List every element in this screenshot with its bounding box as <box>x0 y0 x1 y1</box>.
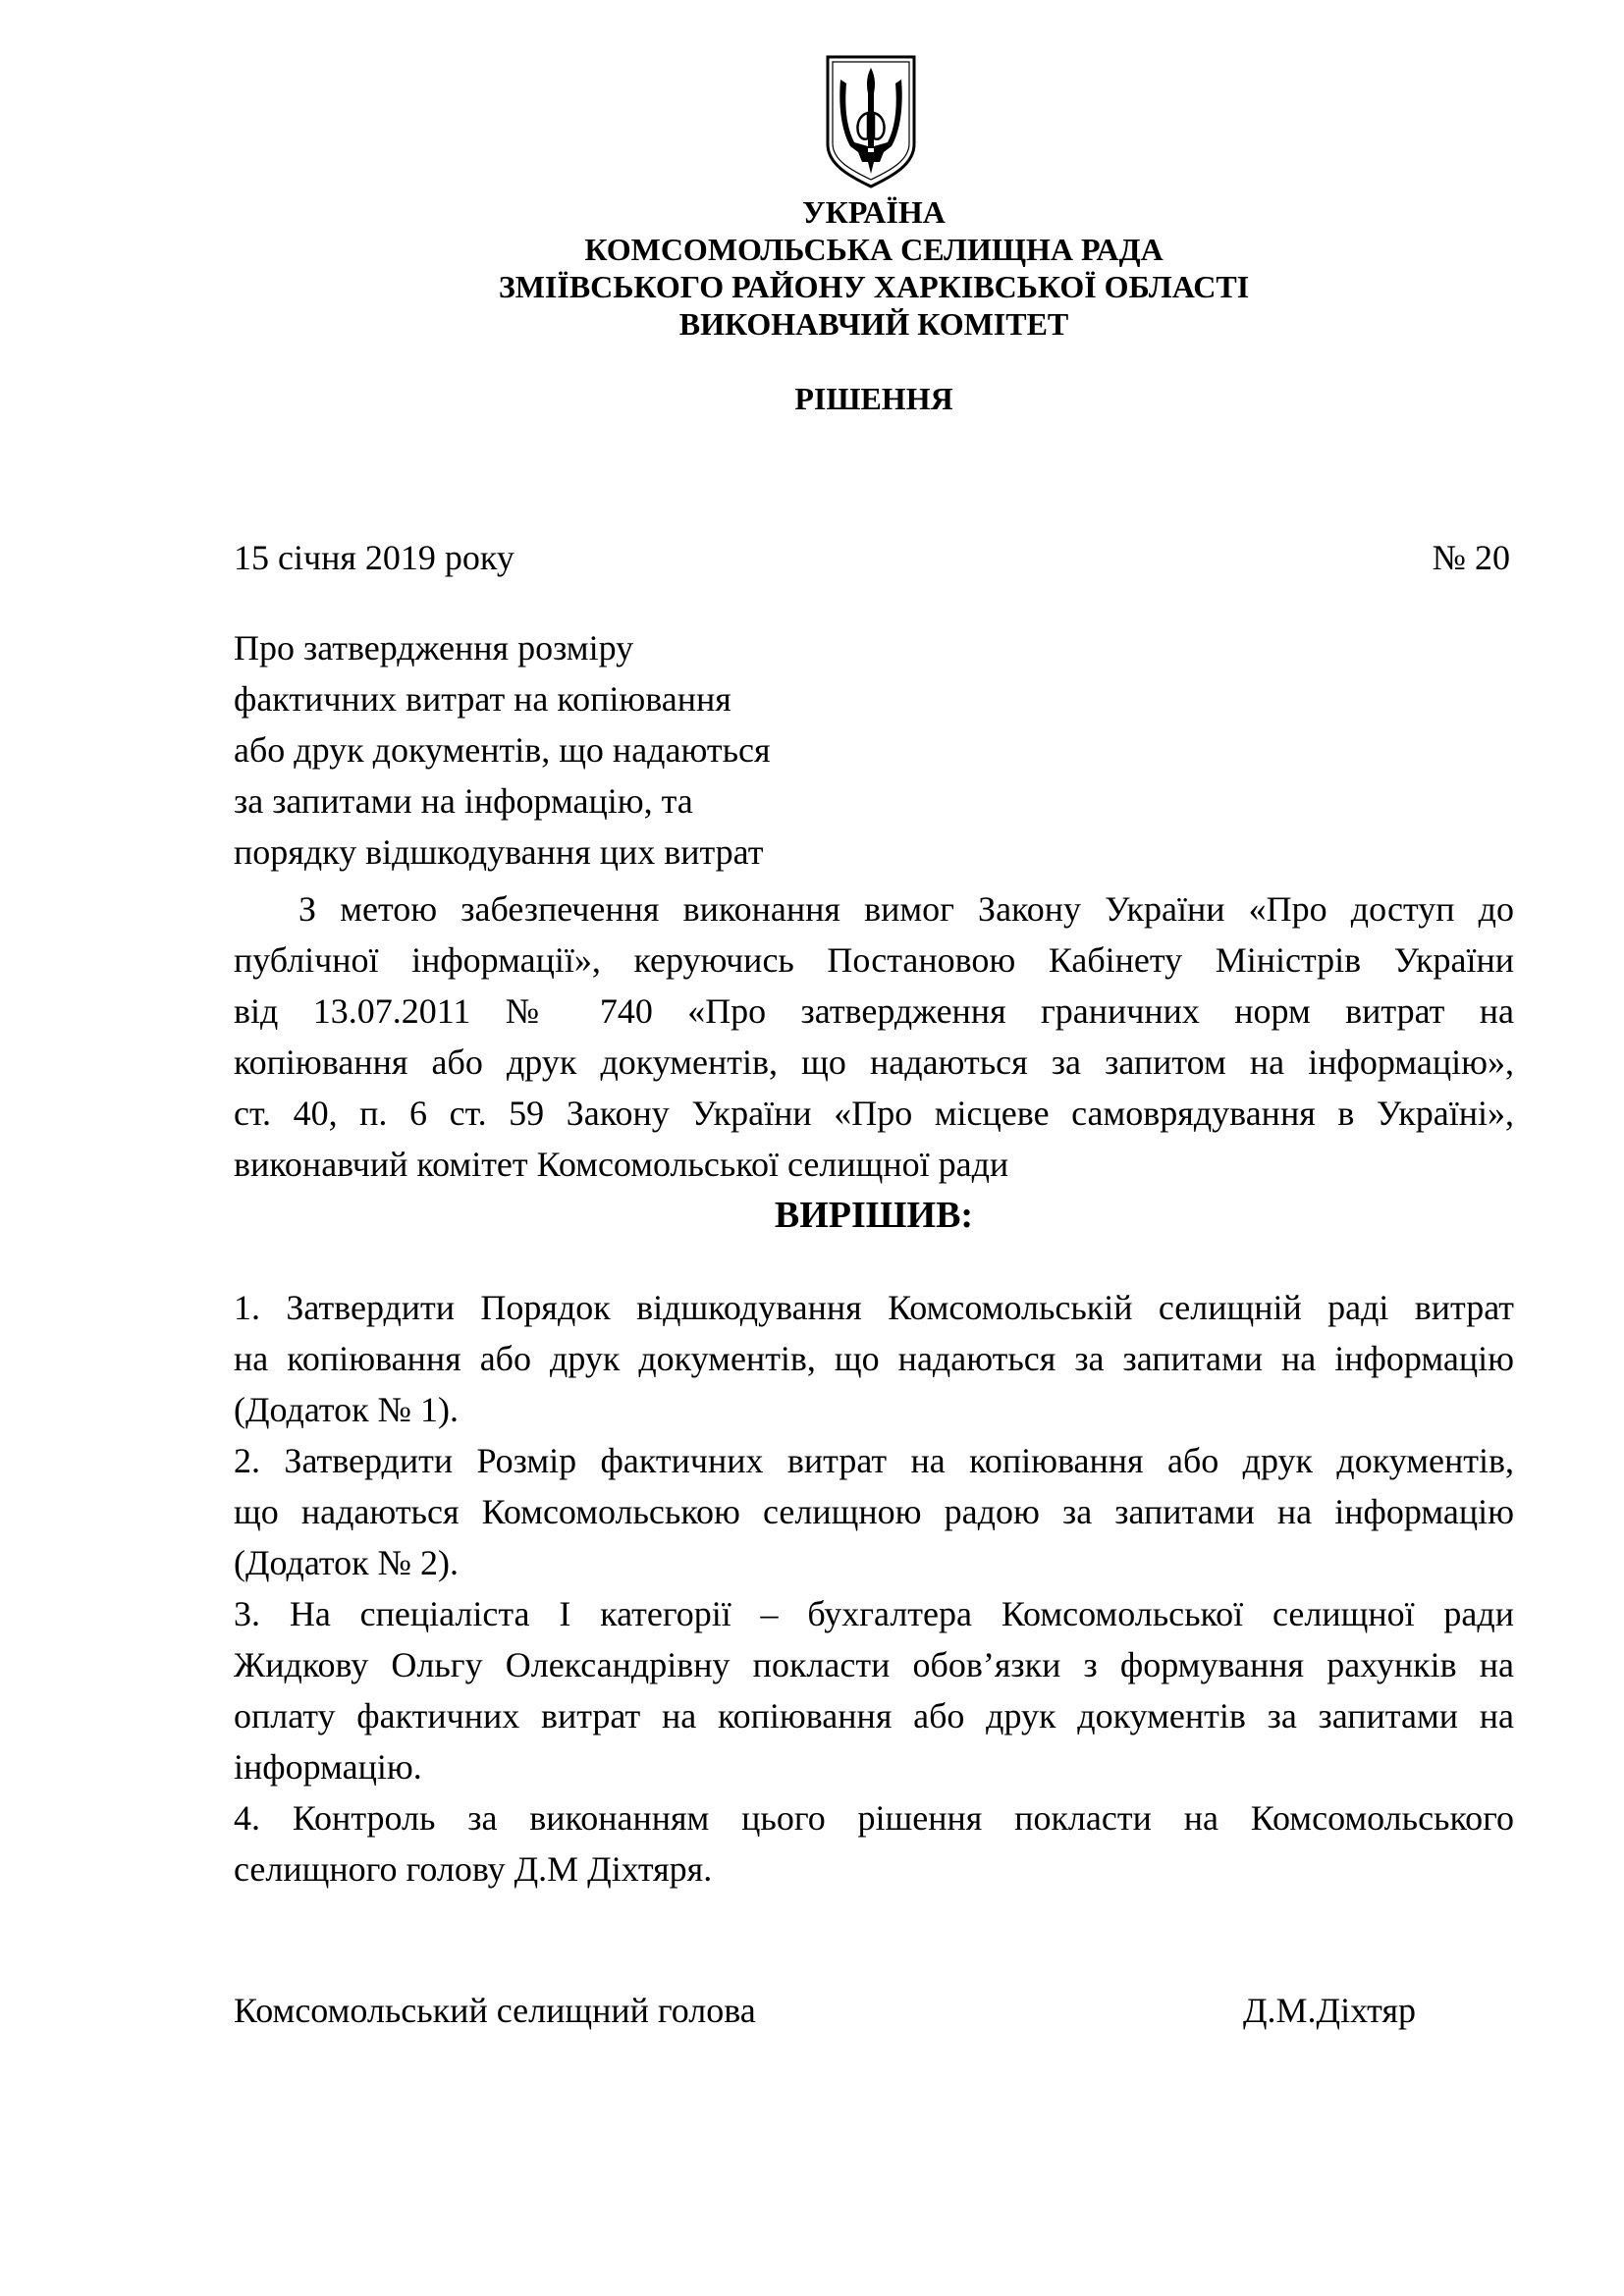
signature-block <box>234 1989 1416 2032</box>
preamble-line: від 13.07.2011 № 740 «Про затвердження граничних норм витрат на <box>234 991 1514 1031</box>
preamble-line: виконавчий комітет Комсомольської селищної ради <box>234 1145 1009 1184</box>
signer-name: Д.М.Діхтяр <box>1242 1991 1416 2030</box>
decision-item-4 <box>234 1792 1514 1895</box>
decision-item-3 <box>234 1588 1514 1792</box>
preamble-line: ст. 40, п. 6 ст. 59 Закону України «Про місцеве самоврядування в Україні», <box>234 1094 1514 1133</box>
item-line: оплату фактичних витрат на копіювання або друк документів за запитами на <box>234 1696 1514 1735</box>
date-number-line <box>234 536 1510 579</box>
item-line: 3. На спеціаліста І категорії – бухгалтера Комсомольської селищної ради <box>234 1594 1514 1633</box>
item-line: селищного голову Д.М Діхтяря. <box>234 1849 713 1889</box>
decision-item-1 <box>234 1282 1514 1435</box>
document-number: № 20 <box>1432 538 1510 577</box>
header-council: КОМСОМОЛЬСЬКА СЕЛИЩНА РАДА <box>584 232 1164 267</box>
item-line: 2. Затвердити Розмір фактичних витрат на копіювання або друк документів, <box>234 1441 1514 1480</box>
signer-position: Комсомольський селищний голова <box>234 1991 756 2030</box>
item-line: (Додаток № 2). <box>234 1543 459 1582</box>
item-line: на копіювання або друк документів, що надаються за запитами на інформацію <box>234 1339 1514 1378</box>
decision-item-2 <box>234 1435 1514 1588</box>
title-line: порядку відшкодування цих витрат <box>234 832 764 872</box>
preamble-line: З метою забезпечення виконання вимог Закону України «Про доступ до <box>298 889 1514 929</box>
title-line: фактичних витрат на копіювання <box>234 679 731 719</box>
item-line: що надаються Комсомольською селищною радою за запитами на інформацію <box>234 1492 1514 1531</box>
document-date: 15 січня 2019 року <box>234 538 514 577</box>
item-line: інформацію. <box>234 1747 422 1787</box>
document-type: РІШЕННЯ <box>794 381 953 416</box>
title-line: Про затвердження розміру <box>234 628 634 667</box>
title-line: або друк документів, що надаються <box>234 730 771 770</box>
decided-heading: ВИРІШИВ: <box>774 1195 974 1236</box>
header-committee: ВИКОНАВЧИЙ КОМІТЕТ <box>678 306 1069 342</box>
trident-emblem-icon <box>825 54 917 189</box>
decision-items <box>234 1282 1514 1895</box>
preamble-line: копіювання або друк документів, що надаються за запитом на інформацію», <box>234 1042 1514 1082</box>
preamble-paragraph <box>234 883 1514 1190</box>
title-line: за запитами на інформацію, та <box>234 781 693 821</box>
item-line: Жидкову Ольгу Олександрівну покласти обов’язки з формування рахунків на <box>234 1645 1514 1684</box>
preamble-line: публічної інформації», керуючись Постановою Кабінету Міністрів України <box>234 940 1514 980</box>
header-country: УКРАЇНА <box>802 194 946 230</box>
item-line: 4. Контроль за виконанням цього рішення покласти на Комсомольського <box>234 1798 1514 1838</box>
header-district: ЗМІЇВСЬКОГО РАЙОНУ ХАРКІВСЬКОЇ ОБЛАСТІ <box>498 269 1250 304</box>
document-title <box>234 622 771 878</box>
item-line: 1. Затвердити Порядок відшкодування Комсомольській селищній раді витрат <box>234 1288 1514 1327</box>
item-line: (Додаток № 1). <box>234 1390 459 1429</box>
